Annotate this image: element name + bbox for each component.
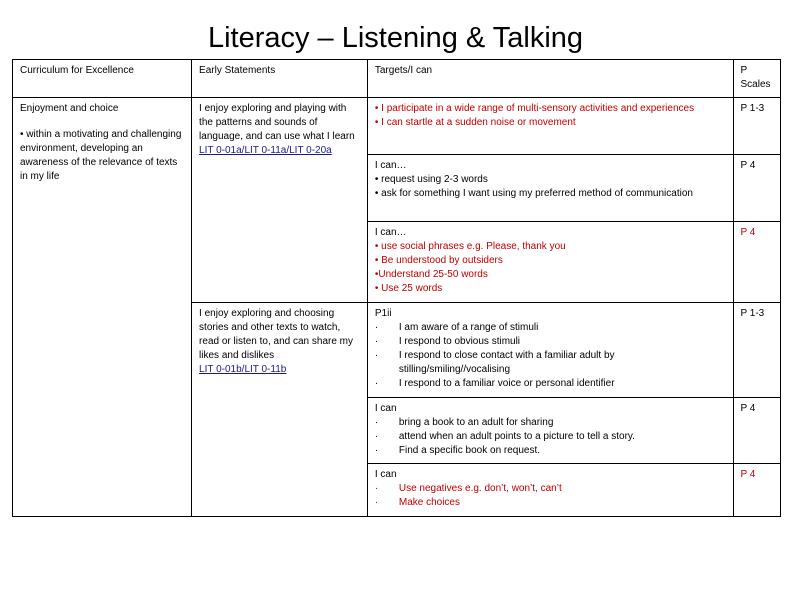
target-cell [367,222,733,303]
target-line: • use social phrases e.g. Please, thank you [374,241,566,252]
target-intro: I can [374,403,397,414]
list-item-text: Find a specific book on request. [398,445,541,456]
table-header-row [13,60,781,98]
bullet-dot: · [374,483,379,494]
target-cell [367,398,733,464]
list-item-text: I respond to close contact with a familiar adult by stilling/smiling//vocalising [398,350,615,375]
early-statement-1 [192,98,368,303]
target-cell [367,98,733,155]
list-item [375,444,726,458]
table-row [13,98,781,155]
statement-text: I enjoy exploring and choosing stories and other texts to watch, read or listen to, and can share my likes and dislikes [199,308,354,361]
bullet-dot: · [374,336,379,347]
bullet-dot: · [374,497,379,508]
curriculum-heading: Enjoyment and choice [20,103,119,114]
pscale-cell: P 4 [733,464,780,517]
page-title: Literacy – Listening & Talking [207,22,584,54]
list-item-text: Make choices [398,497,460,508]
list-item-text: Use negatives e.g. don’t, won’t, can’t [398,483,562,494]
target-line: I can… [374,160,407,171]
pscale-cell: P 4 [733,222,780,303]
bullet-dot: · [374,445,379,456]
bullet-dot: · [374,378,379,389]
early-statement-2 [192,303,368,517]
target-intro: P1ii [374,308,392,319]
bullet-dot: · [374,350,379,361]
list-item [375,377,726,391]
target-line: • Be understood by outsiders [374,255,503,266]
target-line: • I can startle at a sudden noise or movement [374,117,576,128]
list-item [375,430,726,444]
list-item-text: I respond to a familiar voice or personal identifier [398,378,615,389]
list-item [375,335,726,349]
list-item-text: I respond to obvious stimuli [398,336,521,347]
target-intro: I can [374,469,397,480]
target-line: • I participate in a wide range of multi-sensory activities and experiences [374,103,695,114]
list-item [375,349,726,377]
target-line: • Use 25 words [374,283,443,294]
header-targets: Targets/I can [367,60,733,98]
curriculum-cell [13,98,192,517]
curriculum-description: • within a motivating and challenging environment, developing an awareness of the relevance of texts in my life [20,129,182,182]
target-line: I can… [374,227,407,238]
pscale-cell: P 1-3 [733,98,780,155]
target-line: • ask for something I want using my preferred method of communication [374,188,693,199]
list-item [375,416,726,430]
statement-link-1[interactable]: LIT 0-01a/LIT 0-11a/LIT 0-20a [199,145,332,156]
target-cell [367,303,733,398]
list-item [375,482,726,496]
statement-text: I enjoy exploring and playing with the patterns and sounds of language, and can use what I learn [199,103,355,142]
bullet-dot: · [374,322,379,333]
curriculum-table [12,59,781,517]
list-item-text: bring a book to an adult for sharing [398,417,554,428]
target-cell [367,155,733,222]
bullet-dot: · [374,431,379,442]
pscale-cell: P 4 [733,398,780,464]
list-item [375,321,726,335]
list-item-text: attend when an adult points to a picture to tell a story. [398,431,635,442]
pscale-cell: P 1-3 [733,303,780,398]
header-p-scales: P Scales [733,60,780,98]
list-item-text: I am aware of a range of stimuli [398,322,539,333]
header-curriculum: Curriculum for Excellence [13,60,192,98]
statement-link-2[interactable]: LIT 0-01b/LIT 0-11b [199,364,287,375]
header-early-statements: Early Statements [192,60,368,98]
pscale-cell: P 4 [733,155,780,222]
list-item [375,496,726,510]
target-cell [367,464,733,517]
bullet-dot: · [374,417,379,428]
target-line: •Understand 25-50 words [374,269,488,280]
target-line: • request using 2-3 words [374,174,488,185]
